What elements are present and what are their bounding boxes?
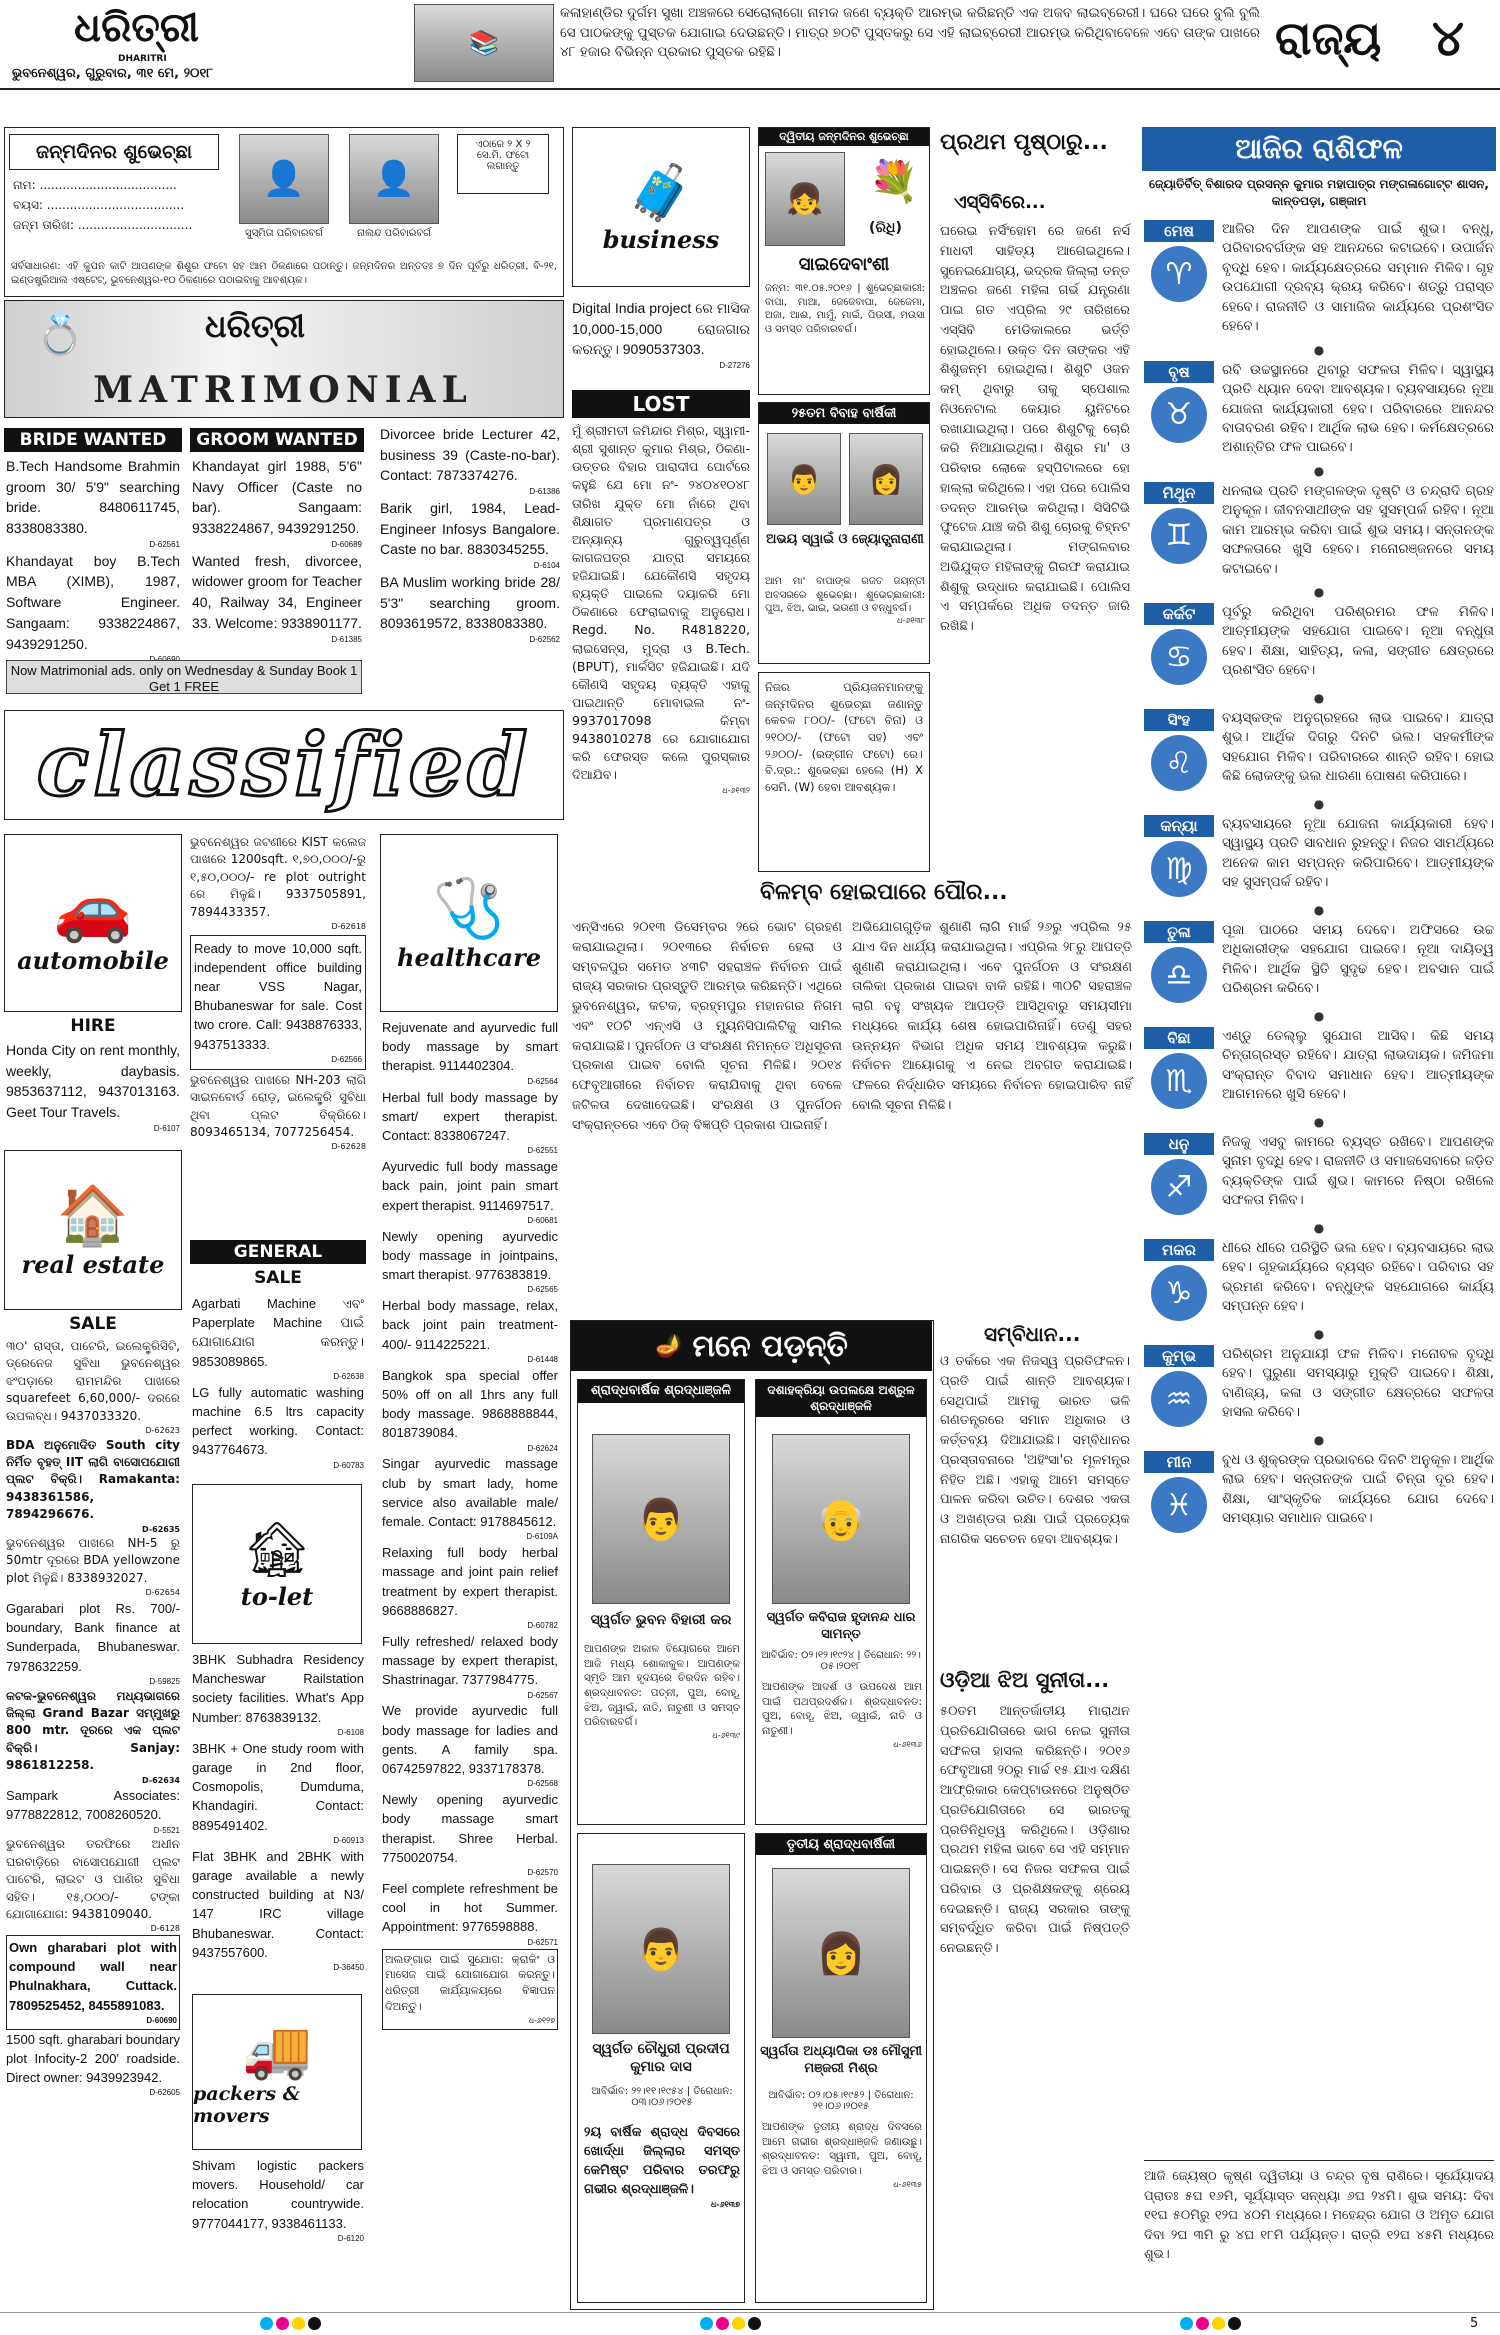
re-sale-heading: SALE [69, 1314, 117, 1334]
separator-dot: ● [1313, 691, 1325, 705]
front-ref-subheading: ଏସ୍‌ସିବିରେ... [954, 192, 1046, 213]
footer-page-number: 5 [1470, 2316, 1479, 2331]
zodiac-gemini [1144, 482, 1494, 579]
pisces-icon: ♓ [1151, 1477, 1207, 1533]
obituary-3-text: ୨ୟ ବାର୍ଷିକ ଶ୍ରାଦ୍ଧ ଦିବସରେ ଖୋର୍ଦ୍ଧା ଜିଲ୍ଲାର ସମସ୍ତ କେମିଷ୍ଟ ପରିବାର ତରଫରୁ ଗଭୀର ଶ୍ରଦ୍ଧାଞ୍ଜଳି। ଧ-୬୧୩୭ [584, 2125, 740, 2210]
matrimonial-footer: Now Matrimonial ads. only on Wednesday & Sunday Book 1 Get 1 FREE [6, 660, 362, 694]
zodiac-taurus [1144, 361, 1494, 458]
property-ad: ଭୁବନେଶ୍ୱର ଜଟଣୀରେ KIST କଲେଜ ପାଖରେ 1200sqft. ୧,୭୦,୦୦୦/-ରୁ ୧,୫୦,୦୦୦/- re plot outright ରେ ମିଳୁଛି। 9337505891, 7894433357. D-62618 [190, 835, 366, 931]
person-icon: 👤 [262, 159, 306, 199]
separator-dot: ● [1313, 342, 1325, 357]
zodiac-name: ସିଂହ [1144, 709, 1214, 731]
healthcare-ad: Newly opening ayurvedic body massage smart therapist. Shree Herbal. 7750020754. D-62570 [382, 1792, 558, 1878]
healthcare-ad: Fully refreshed/ relaxed body massage by expert therapist, Shastrinagar. 7377984775. D-62567 [382, 1633, 558, 1700]
obituary-1-photo [592, 1434, 730, 1604]
front-ref-story: ଘରେଇ ନର୍ସିଂହୋମ ରେ ଜଣେ ନର୍ସ ମାଧବୀ ସାହିତ୍ୟ ଆଗେଇଥିଲେ। ସୁନେଇଯୋଗ୍ୟ, ଭଦ୍ରକ ଜିଲ୍ଲା ତନ୍ତ ଅଞ୍ଚଳର ଜଣେ ମହିଳା ଗର୍ଭ ଯନ୍ତ୍ରଣା ପାଇ ଗତ ଏପ୍ରିଲ ୨୯ ତାରିଖରେ ଏସ୍‌ସିବି ମେଡିକାଲରେ ଭର୍ତ୍ତି ହୋଇଥିଲେ। ଉକ୍ତ ଦିନ ତାଙ୍କର ଏହି ଶିଶୁଜନ୍ମ ହୋଇଥିଲା। ଶିଶୁଟି ଓଜନ କମ୍‌ ଥିବାରୁ ତାକୁ ସ୍ପେଶାଲ ନିଓନେଟାଲ କେୟାର ୟୁନିଟରେ ରଖାଯାଇଥିଲା। ପରେ ଶିଶୁଟିକୁ ଚୋରି କରି ନିଆଯାଇଥିଲା। ଶିଶୁର ମା' ଓ ପରିବାର ଲୋକେ ହସ୍ପିଟାଲରେ ହୋ ହାଲ୍ଲା କରିଥିଲେ। ଏହା ପରେ ପୋଲିସ ତଦନ୍ତ ଆରମ୍ଭ କରିଥିଲା। ସିସିଟିଭି ଫୁଟେଜ ଯାଞ୍ଚ କରି ଶିଶୁ ଚୋରକୁ ଚିହ୍ନଟ କରାଯାଇଥିଲା। ମଙ୍ଗଳବାର ଅଭିଯୁକ୍ତ ମହିଳାଙ୍କୁ ଗିରଫ କରାଯାଇ ଶିଶୁକୁ ଉଦ୍ଧାର କରାଯାଇଛି। ପୋଲିସ ଏ ସମ୍ପର୍କରେ ଅଧିକ ତଦନ୍ତ ଜାରି ରଖିଛି। [940, 224, 1130, 634]
poura-story-col2: ଅଭିଯୋଗଗୁଡ଼ିକ ଶୁଣାଣି ଲାଗି ମାର୍ଚ୍ଚ ୨୬ରୁ ଏପ୍ରିଲ ୨୫ ଯାଏ ଦିନ ଧାର୍ଯ୍ୟ କରାଯାଇଥିଲା। ଏପ୍ରିଲ ୨୮ରୁ ଆପତ୍ତି ଶୁଣାଣି କରାଯାଇଥିଲା। ଏବେ ପୁନର୍ଗଠନ ଓ ସଂରକ୍ଷଣ ତାଲିକା ପ୍ରକାଶ ପାଇବା ବାକି ରହିଛି। ୩୦ଟି ସହରାଞ୍ଚଳ ଲାଗି ବହୁ ସଂଖ୍ୟକ ଆପତ୍ତି ଆସିଥିବାରୁ ସମୟସୀମା ମଧ୍ୟରେ କାର୍ଯ୍ୟ ଶେଷ ହୋଇପାରିନାହିଁ। ତେଣୁ ସହର ଉନ୍ନୟନ ବିଭାଗ ଅଧିକ ସମୟ ଆବଶ୍ୟକ କରୁଛି। ନିର୍ବାଚନ ଆୟୋଗକୁ ଏ ନେଇ ଅବଗତ କରାଯାଇଛି। ଫଳରେ ନିର୍ଦ୍ଧାରିତ ସମୟରେ ନିର୍ବାଚନ ହୋଇପାରିବ ନାହିଁ ବୋଲି ସୂଚନା ମିଳିଛି। [852, 920, 1132, 1113]
separator-dot: ● [1313, 585, 1325, 599]
gemini-icon: ♊ [1151, 508, 1207, 564]
obituary-2-dates: ଆବିର୍ଭାବ: ୦୨।୧୨।୧୯୨୪ | ତିରୋଧାନ: ୨୨।୦୫।୨୦୧୮ [761, 1650, 921, 1672]
zodiac-name: କନ୍ୟା [1144, 815, 1214, 837]
matrimonial-ad: BA Muslim working bride 28/ 5'3" searching groom. 8093619572, 8338083380. D-62562 [380, 573, 560, 645]
wish-rates-text: ନିଜର ପ୍ରିୟଜନମାନଙ୍କୁ ଜନ୍ମଦିନର ଶୁଭେଚ୍ଛା ଜଣାନ୍ତୁ କେବଳ ୮୦୦/- (ଫଟୋ ବିନା) ଓ ୨୧୦୦/- (ଫଟୋ ସହ) ଏବଂ ୨୬୦୦/- (ରଙ୍ଗୀନ ଫଟୋ) ରେ। ବି.ଦ୍ର.: ଶୁଭେଚ୍ଛା ହେଲେ (H) X ସେମି. (W) ହେବା ଆବଶ୍ୟକ। [765, 680, 923, 795]
zodiac-name: ମୀନ [1144, 1451, 1214, 1473]
separator-dot: ● [1313, 903, 1325, 917]
to-let-ad: Flat 3BHK and 2BHK with garage available a newly constructed building at N3/ 147 IRC village Bhubaneswar. Contact: 9437557600. D-36450 [192, 1848, 364, 1973]
mane-padanti-title: ମନେ ପଡ଼ନ୍ତି [692, 1328, 848, 1364]
rashifal-list [1144, 220, 1494, 2150]
top-story-text: କଳାହାଣ୍ଡିର ଦୁର୍ଗମ ସୁଖା ଅଞ୍ଚଳରେ ସେରୋଲାଗୋ ନାମକ ଜଣେ ବ୍ୟକ୍ତି ଆରମ୍ଭ କରିଛନ୍ତି ଏକ ଅଜବ ଲାଇବ୍ରେରୀ। ଘରେ ଘରେ ବୁଲି ବୁଲି ସେ ପାଠକଙ୍କୁ ପୁସ୍ତକ ଯୋଗାଇ ଦେଉଛନ୍ତି। ମାତ୍ର ୭୦ଟି ପୁସ୍ତକରୁ ସେ ଏହି ଲାଇବ୍ରେରୀ ଆରମ୍ଭ କରିଥିବାବେଳେ ଏବେ ତାଙ୍କ ପାଖରେ ୪୮ ହଜାର ବିଭିନ୍ନ ପ୍ରକାର ପୁସ୍ତକ ରହିଛି। [560, 5, 1260, 61]
truck-icon: 🚚 [242, 2018, 312, 2083]
zodiac-text: ରବି ଉଚ୍ଚସ୍ଥାନରେ ଥିବାରୁ ସଫଳତା ମିଳିବ। ସ୍ୱାସ୍ଥ୍ୟ ପ୍ରତି ଧ୍ୟାନ ଦେବା ଆବଶ୍ୟକ। ବ୍ୟବସାୟରେ ନୂଆ ଯୋଜନା କାର୍ଯ୍ୟକାରୀ ହେବ। ପରିବାରରେ ଆନନ୍ଦର ବାତାବରଣ ରହିବ। ଆର୍ଥିକ ଲାଭ ହେବ। କର୍ମକ୍ଷେତ୍ରରେ ଅଶାନ୍ତିର ଫଳ ପାଇବେ। [1222, 361, 1494, 456]
classified-title: classified [36, 714, 532, 816]
general-sale-heading: SALE [254, 1268, 302, 1288]
healthcare-ad: Herbal full body massage by smart/ expert therapist. Contact: 8338067247. D-62551 [382, 1089, 558, 1156]
general-heading: GENERAL [190, 1240, 366, 1264]
zodiac-text: ବ୍ୟବସାୟରେ ନୂଆ ଯୋଜନା କାର୍ଯ୍ୟକାରୀ ହେବ। ସ୍ୱାସ୍ଥ୍ୟ ପ୍ରତି ସାବଧାନ ରୁହନ୍ତୁ। ନିଜର ସାମର୍ଥ୍ୟରେ ଅନେକ କାମ ସମ୍ପନ୍ନ କରିପାରିବେ। ଆତ୍ମୀୟଙ୍କ ସହ ସୁସମ୍ପର୍କ ରହିବ। [1222, 816, 1494, 891]
masthead-logo: ଧରିତ୍ରୀ [74, 4, 199, 51]
property-ad: ଭୁବନେଶ୍ୱର ପାଖରେ NH-203 ଲାଗି ସାଇନବୋର୍ଡ ରୋଡ଼, ଇଲେକ୍ଟ୍ରି ସୁବିଧା ଥିବା ପ୍ଲଟ ବିକ୍ରିରେ। 8093465134, 7077256454. D-62628 [190, 1072, 366, 1152]
obituary-3-dates: ଆବିର୍ଭାବ: ୨୨।୧୧।୧୯୫୪ | ତିରୋଧାନ: ୦୩।୦୬।୨୦୧୫ [591, 2086, 733, 2108]
separator-dot: ● [1313, 1009, 1325, 1023]
zodiac-name: ତୁଳା [1144, 921, 1214, 943]
general-ad: LG fully automatic washing machine 6.5 ltrs capacity perfect working. Contact: 9437764673. D-60783 [192, 1384, 364, 1470]
sunita-headline: ଓଡ଼ିଆ ଝିଅ ସୁନୀତା... [940, 1668, 1110, 1692]
real-estate-ad: Ggarabari plot Rs. 700/-boundary, Bank finance at Sunderpada, Bhubaneswar. 7978632259. D-59825 [6, 1600, 180, 1686]
anniversary-wish [758, 402, 930, 664]
separator-dot: ● [1313, 1115, 1325, 1129]
obituary-1-text: ଆପଣଙ୍କ ଅକାଳ ବିୟୋଗରେ ଆମେ ଆଜି ମଧ୍ୟ ଶୋକାକୁଳ। ଆପଣଙ୍କ ସ୍ମୃତି ଆମ ହୃଦୟରେ ଚିରଦିନ ରହିବ। ଶ୍ରଦ୍ଧାବନତ: ପତ୍ନୀ, ପୁଅ, ବୋହୂ, ଝିଅ, ଜ୍ୱାଇଁ, ନାତି, ନାତୁଣୀ ଓ ସମସ୍ତ ପରିବାରବର୍ଗ। ଧ-୬୧୩୯ [584, 1643, 740, 1741]
property-ad: Ready to move 10,000 sqft. independent office building near VSS Nagar, Bhubaneswar for sale. Cost two crore. Call: 9438876333, 9437513333. D-62566 [190, 935, 366, 1070]
zodiac-text: ଧନଲାଭ ପ୍ରତି ମଙ୍ଗଳଙ୍କ ଦୃଷ୍ଟି ଓ ଚନ୍ଦ୍ରାଦି ଗ୍ରହ ଅନୁକୂଳ। ଜୀବନସାଥୀଙ୍କ ସହ ସୁସମ୍ପର୍କ ରହିବ। ନୂଆ କାମ ଆରମ୍ଭ କରିବା ପାଇଁ ଶୁଭ ସମୟ। ସନ୍ତାନଙ୍କ ସଫଳତାରେ ଖୁସି ହେବେ। ମନୋରଞ୍ଜନରେ ସମୟ କଟାଇବେ। [1222, 482, 1494, 577]
to-let-label: to-let [240, 1581, 314, 1611]
zodiac-name: ମକର [1144, 1239, 1214, 1261]
masthead-logo-sub: DHARITRI [118, 54, 167, 64]
zodiac-aries [1144, 220, 1494, 337]
matrimonial-title: MATRIMONIAL [93, 369, 473, 411]
taurus-icon: ♉ [1151, 387, 1207, 443]
real-estate-label: real estate [21, 1250, 165, 1279]
healthcare-ad: Newly opening ayurvedic body massage in jointpains, smart therapist. 9776383819. D-62565 [382, 1228, 558, 1295]
rashifal-byline: ଜ୍ୟୋତିର୍ବିତ୍‌ ବିଶାରଦ ପ୍ରସନ୍ନ କୁମାର ମହାପାତ୍ର ମଙ୍ଗଳାଗୋଟ୍ଟ ଶାସନ, କାନ୍ତପଡ଼ା, ଗଞ୍ଜାମ [1149, 177, 1489, 208]
to-let-ad: 3BHK Subhadra Residency Mancheswar Railstation society facilities. What's App Number: 8763839132. D-6108 [192, 1652, 364, 1737]
zodiac-name: କର୍କଟ [1144, 603, 1214, 625]
hire-ad: Honda City on rent monthly, weekly, daybasis. 9853637112, 9437013163. Geet Tour Travels. D-6107 [6, 1042, 180, 1133]
lost-heading: LOST [572, 390, 750, 418]
matrimonial-ad: Barik girl, 1984, Lead-Engineer Infosys Bangalore. Caste no bar. 8830345255. D-6104 [380, 499, 560, 571]
books-icon: 📚 [469, 29, 499, 57]
middle-ads-1 [190, 834, 366, 1229]
groom-wanted-heading: GROOM WANTED [190, 428, 364, 452]
healthcare-ad: Bangkok spa special offer 50% off on all 1hrs any full body massage. 9868888844, 8018739084. D-62624 [382, 1367, 558, 1453]
groom-ad: Wanted fresh, divorcee, widower groom for Teacher 40, Railway 34, Engineer 33. Welcome: 9338901177. D-61385 [192, 552, 362, 644]
healthcare-ad: We provide ayurvedic full body massage for ladies and gents. A family spa. 06742597822, 9337178378. D-62568 [382, 1703, 558, 1789]
print-strip [0, 2312, 1500, 2335]
mane-padanti-banner [571, 1321, 932, 1371]
separator-dot: ● [1313, 1327, 1325, 1341]
zodiac-text: ନିଜକୁ ଏସବୁ କାମରେ ବ୍ୟସ୍ତ ରଖିବେ। ଆପଣଙ୍କ ସୁନାମ ବୃଦ୍ଧି ହେବ। ରାଜନୀତି ଓ ସମାଜସେବାରେ ଜଡ଼ିତ ବ୍ୟକ୍ତିଙ୍କ ପାଇଁ ଶୁଭ। କାମରେ ନିଷ୍ଠା ରଖିଲେ ସଫଳତା ମିଳିବ। [1222, 1134, 1494, 1209]
healthcare-ad: Feel complete refreshment be cool in hot Summer. Appointment: 9776598888. D-62571 [382, 1881, 558, 1947]
name-field[interactable]: ନାମ: .................................... [13, 178, 177, 192]
obituary-2-photo [772, 1434, 910, 1604]
person-icon: 👩 [816, 1930, 866, 1977]
real-estate-ad: ୩୦' ରାସ୍ତା, ପାଟେରି, ଇଲେକ୍ଟ୍ରିସିଟି, ଡ୍ରେନେଜ ସୁବିଧା ଭୁବନେଶ୍ୱର ଝଂପଡ଼ାରେ ରାମମନ୍ଦିର ପାଖରେ squarefeet 6,60,000/- ଦରରେ ଉପଲବ୍ଧ। 9437033320. D-62623 [6, 1339, 180, 1435]
husband-photo [767, 433, 841, 525]
zodiac-leo [1144, 709, 1494, 791]
healthcare-ad: Ayurvedic full body massage back pain, joint pain smart expert therapist. 9114697517. D-60681 [382, 1159, 558, 1225]
automobile-box [4, 834, 182, 1012]
child-caption-1: ସୁସ୍ମିତା ପରିବାରବର୍ଗ [245, 228, 323, 239]
child-caption-2: ନାଲନ୍ଦ ପରିବାରବର୍ଗ [357, 228, 431, 239]
person-icon: 👤 [372, 159, 416, 199]
rashifal-header: ଆଜିର ରାଶିଫଳ [1142, 127, 1496, 171]
separator-dot: ● [1313, 1221, 1325, 1235]
healthcare-ad: Relaxing full body herbal massage and joint pain relief treatment by expert therapist. 9668886827. D-60782 [382, 1545, 558, 1631]
business-box [572, 127, 750, 287]
wish-rates-box [758, 672, 930, 872]
obituary-3 [577, 1833, 745, 2303]
lost-notice: ମୁଁ ଶ୍ରୀମତୀ ଜମିନ୍ଦାର ମିଶ୍ର, ସ୍ୱାମୀ- ଶ୍ରୀ ସୁଶାନ୍ତ କୁମାର ମିଶ୍ର, ଠିକଣା- ଉତ୍ତର ବିହାର ପାରାଦୀପ ପୋର୍ଟରେ କହୁଛି ଯେ ମୋ ନଂ- ୨୪୦୪୧୦୪୮ ତାରିଖ ଯୁକ୍ତ ମୋ ନାଁରେ ଥିବା ଶିକ୍ଷାଗତ ପ୍ରମାଣପତ୍ର ଓ ଅନ୍ୟାନ୍ୟ ଗୁରୁତ୍ୱପୂର୍ଣ୍ଣ କାଗଜପତ୍ର ଯାତ୍ରା ସମୟରେ ହଜିଯାଇଛି। ଯେକୌଣସି ସହୃଦୟ ବ୍ୟକ୍ତି ପାଇଲେ ଦୟାକରି ମୋ ଠିକଣାରେ ଫେରାଇବାକୁ ଅନୁରୋଧ। Regd. No. R4818220, ଲାଇସେନ୍ସ, ମୁଦ୍ରା ଓ B.Tech.(BPUT), ମାର୍କସିଟ ହଜିଯାଇଛି। ଯଦି କୌଣସି ସହୃଦୟ ବ୍ୟକ୍ତି ଏହାକୁ ପାଇଥାନ୍ତି ମୋବାଇଲ ନଂ- 9937017098 କିମ୍ବା 9438010278 ରେ ଯୋଗାଯୋଗ କରି ଫେରସ୍ତ କଲେ ପୁରସ୍କାର ଦିଆଯିବ। ଧ-୬୧୩୨ [572, 423, 750, 795]
masthead [0, 0, 1500, 90]
poura-headline: ବିଳମ୍ବ ହୋଇପାରେ ପୌର... [760, 880, 1008, 905]
real-estate-box [4, 1150, 182, 1310]
healthcare-ads [382, 1018, 558, 2308]
zodiac-sagittarius [1144, 1133, 1494, 1215]
zodiac-text: ପରିଶ୍ରମ ଅନୁଯାୟୀ ଫଳ ମିଳିବ। ମନୋବଳ ବୃଦ୍ଧି ହେବ। ପୁରୁଣା ସମସ୍ୟାରୁ ମୁକ୍ତି ପାଇବେ। ଶିକ୍ଷା, ବାଣିଜ୍ୟ, କଳା ଓ ସଙ୍ଗୀତ କ୍ଷେତ୍ରରେ ସଫଳତା ହାସଲ କରିବେ। [1222, 1346, 1494, 1421]
zodiac-name: ମେଷ [1144, 220, 1214, 242]
packers-box [192, 1994, 362, 2150]
matrimonial-banner [4, 300, 564, 418]
obituary-3-photo [592, 1864, 730, 2034]
birthday-form-footer: ସର୍ବସାଧାରଣ: ଏହି କୁପନ କାଟି ଆପଣଙ୍କ ଶିଶୁର ଫଟୋ ସହ ଆମ ଠିକଣାରେ ପଠାନ୍ତୁ। ଜନ୍ମଦିନର ଅନ୍ତତଃ ୭ ଦିନ ପୂର୍ବରୁ ଧରିତ୍ରୀ, ବି-୨୧, ଇଣ୍ଡଷ୍ଟ୍ରିଆଲ ଏଷ୍ଟେଟ୍, ଭୁବନେଶ୍ୱର-୧୦ ଠିକଣାରେ ପଠାଇବାକୁ ଆବଶ୍ୟକ। [11, 261, 557, 286]
person-icon: 👴 [816, 1496, 866, 1543]
poura-story-col1: ଏନ୍‌ସିଏରେ ୨୦୧୩ ଡିସେମ୍ବର ୨ରେ ଭୋଟ ଗ୍ରହଣ କରାଯାଇଥିଲା। ୨୦୧୩ରେ ନିର୍ବାଚନ ହେଲା ଓ ସମ୍ବଳପୁର ସମେତ ୪୩ଟି ସହରାଞ୍ଚଳ ନିର୍ବାଚନ ପାଇଁ ରାଜ୍ୟ ସରକାର ପ୍ରସ୍ତୁତି ଆରମ୍ଭ କରିଛନ୍ତି। ଏଥିରେ ଭୁବନେଶ୍ୱର, କଟକ, ବ୍ରହ୍ମପୁର ମହାନଗର ନିଗମ ଏବଂ ୧୦ଟି ଏନ୍‌ଏସି ଓ ମ୍ୟୁନିସିପାଲିଟିକୁ ସାମିଲ କରାଯାଇଛି। ପୁନର୍ଗଠନ ଓ ସଂରକ୍ଷଣ ନିମନ୍ତେ ଅଧିସୂଚନା ପ୍ରକାଶ ପାଇବ ବୋଲି ସୂଚନା ମିଳିଛି। ୨୦୧୪ ଫେବୃଆରୀରେ ନିର୍ବାଚନ କରାଯିବାକୁ ଥିବା ବେଳେ ଜଟିଳତା ଦେଖାଦେଇଛି। ସଂରକ୍ଷଣ ଓ ପୁନର୍ଗଠନ ସଂକ୍ରାନ୍ତରେ ଏବେ ଠିକ୍‌ ବିଜ୍ଞପ୍ତି ପ୍ରକାଶ ପାଇନାହିଁ। [572, 920, 842, 1133]
birthday-form [4, 127, 564, 297]
real-estate-ad: Own gharabari plot with compound wall near Phulnakhara, Cuttack. 7809525452, 8455891083. D-60690 [6, 1935, 180, 2030]
aries-icon: ♈ [1151, 246, 1207, 302]
to-let-ad: 3BHK + One study room with garage in 2nd floor, Cosmopolis, Dumduma, Khandagiri. Contact: 8895491402. D-60913 [192, 1740, 364, 1845]
rings-icon: 💍 [35, 312, 85, 358]
virgo-icon: ♍ [1151, 841, 1207, 897]
zodiac-name: କୁମ୍ଭ [1144, 1345, 1214, 1367]
house-icon: 🏠 [56, 1181, 130, 1249]
zodiac-name: ମିଥୁନ [1144, 482, 1214, 504]
obituary-1-name: ସ୍ୱର୍ଗତ ଭୁବନ ବିହାରୀ କର [590, 1612, 732, 1628]
separator-dot: ● [1313, 1433, 1325, 1447]
packers-ad: Shivam logistic packers movers. Household/ car relocation countrywide. 9777044177, 9338461133. D-6120 [192, 2158, 364, 2243]
zodiac-capricorn [1144, 1239, 1494, 1321]
zodiac-text: ପୂର୍ବରୁ କରିଥିବା ପରିଶ୍ରମର ଫଳ ମିଳିବ। ଆତ୍ମୀୟଙ୍କ ସହଯୋଗ ପାଇବେ। ନୂଆ ବନ୍ଧୁତା ହେବ। ଶିକ୍ଷା, ସାହିତ୍ୟ, କଳା, ସଙ୍ଗୀତ କ୍ଷେତ୍ରରେ ପ୍ରଶଂସିତ ହେବେ। [1222, 604, 1494, 679]
zodiac-text: ପୂଜା ପାଠରେ ସମୟ ଦେବେ। ଅଫିସରେ ଉଚ୍ଚ ଅଧିକାରୀଙ୍କ ସହଯୋଗ ପାଇବେ। ନୂଆ ଦାୟିତ୍ୱ ମିଳିବ। ଆର୍ଥିକ ସ୍ଥିତି ସୁଦୃଢ ହେବ। ଅବସାନ ପାଇଁ ପରିଶ୍ରମ କରିବେ। [1222, 922, 1494, 997]
general-ads [192, 1294, 364, 1474]
zodiac-name: ଧନୁ [1144, 1133, 1214, 1155]
business-label: business [602, 224, 720, 254]
obituary-1-heading: ଶ୍ରାଦ୍ଧବାର୍ଷିକ ଶ୍ରଦ୍ଧାଞ୍ଜଳି [578, 1380, 744, 1403]
mane-padanti-section [570, 1320, 934, 2310]
lamp-icon: 🪔 [655, 1333, 683, 1359]
child-photo-1 [239, 134, 329, 224]
separator-dot: ● [1313, 797, 1325, 811]
top-story-photo [414, 4, 554, 82]
stethoscope-icon: 🩺 [432, 874, 506, 942]
healthcare-ad: Rejuvenate and ayurvedic full body massage by smart therapist. 9114402304. D-62564 [382, 1020, 558, 1086]
obituary-2-heading: ଦଶାହକ୍ରିୟା ଉପଲକ୍ଷେ ଅଶ୍ରୁଳ ଶ୍ରଦ୍ଧାଞ୍ଜଳି [756, 1380, 926, 1417]
scorpio-icon: ♏ [1151, 1053, 1207, 1109]
person-icon: 👩 [868, 462, 904, 496]
obituary-2-text: ଆପଣଙ୍କ ଆଦର୍ଶ ଓ ଉପଦେଶ ଆମ ପାଇଁ ପଥପ୍ରଦର୍ଶକ। ଶ୍ରଦ୍ଧାବନତ: ପୁଅ, ବୋହୂ, ଝିଅ, ଜ୍ୱାଇଁ, ନାତି ଓ ନାତୁଣୀ। ଧ-୬୧୩୬ [762, 1681, 922, 1749]
obituary-3-name: ସ୍ୱର୍ଗତ ଚୌଧୁରୀ ପ୍ରଦୀପ କୁମାର ଦାସ [592, 2041, 730, 2076]
zodiac-scorpio [1144, 1027, 1494, 1109]
page-number: ୪ [1432, 9, 1465, 67]
zodiac-name: ବୃଷ [1144, 361, 1214, 383]
business-people-icon: 🧳 [627, 160, 695, 224]
hire-heading: HIRE [70, 1016, 116, 1036]
healthcare-ad: ଅଲଙ୍ଗାର ପାଇଁ ସୁଯୋଗ: କ୍ରାକିଂ ଓ ମାସେଜ ପାଇଁ ଯୋଗାଯୋଗ କରନ୍ତୁ। ଧରିତ୍ରୀ କାର୍ଯ୍ୟାଳୟରେ ବିଜ୍ଞାପନ ଦିଅନ୍ତୁ। ଧ-୬୧୨୭ [382, 1949, 558, 2030]
real-estate-ads [6, 1338, 180, 2298]
general-ad: Agarbati Machine ଏବଂ Paperplate Machine ପାଇଁ ଯୋଗାଯୋଗ କରନ୍ତୁ। 9853089865. D-62638 [192, 1296, 364, 1381]
sagittarius-icon: ♐ [1151, 1159, 1207, 1215]
anniversary-heading: ୨୫ତମ ବିବାହ ବାର୍ଷିକୀ [759, 403, 929, 424]
obituary-4-text: ଆପଣଙ୍କ ତୃତୀୟ ଶ୍ରାଦ୍ଧ ଦିବସରେ ଆମେ ଗଭୀର ଶ୍ରଦ୍ଧାଞ୍ଜଳି ଜଣାଉଛୁ। ଶ୍ରଦ୍ଧାବନତ: ସ୍ୱାମୀ, ପୁଅ, ବୋହୂ, ଝିଅ ଓ ସମସ୍ତ ପରିବାର। ଧ-୬୧୩୫ [762, 2121, 922, 2189]
rashifal-footer: ଆଜି ଜ୍ୟେଷ୍ଠ କୃଷ୍ଣ ଦ୍ୱିତୀୟା ଓ ଚନ୍ଦ୍ର ବୃଷ ରାଶିରେ। ସୂର୍ଯ୍ୟୋଦୟ ପ୍ରାତଃ ୫ଘ ୧୬ମି, ସୂର୍ଯ୍ୟାସ୍ତ ସନ୍ଧ୍ୟା ୬ଘ ୨୪ମି। ଶୁଭ ସମୟ: ଦିବା ୧୧ଘ ୫୦ମିରୁ ୧୨ଘ ୪୦ମି ମଧ୍ୟରେ। ମହେନ୍ଦ୍ର ଯୋଗ ଓ ଅମୃତ ଯୋଗ ଦିବା ୨ଘ ୩ମି ରୁ ୪ଘ ୧୮ମି ପର୍ଯ୍ୟନ୍ତ। ରାତ୍ରି ୧୨ଘ ୪୫ମି ମଧ୍ୟରେ ଶୁଭ। [1144, 2160, 1494, 2310]
cancer-icon: ♋ [1151, 629, 1207, 685]
car-icon: 🚗 [53, 872, 133, 946]
front-ref-heading: ପ୍ରଥମ ପୃଷ୍ଠାରୁ... [940, 130, 1108, 155]
real-estate-ad: 1500 sqft. gharabari boundary plot Infocity-2 200' roadside. Direct owner: 9439923942. D-62605 [6, 2031, 180, 2098]
bride-ad: Khandayat boy B.Tech MBA (XIMB), 1987, Software Engineer. Sangaam: 9338224867, 9439291250. [6, 552, 180, 652]
leo-icon: ♌ [1151, 735, 1207, 791]
samvidhan-story: ଓ ତର୍କରେ ଏକ ନିଜସ୍ୱ ପ୍ରତିଫଳନ। ପ୍ରତି ପାଇଁ ଶାନ୍ତି ଆବଶ୍ୟକ। ସେଥିପାଇଁ ଆମକୁ ଭାରତ ଭଳି ଗଣତନ୍ତ୍ରରେ ସମାନ ଅଧିକାର ଓ କର୍ତ୍ତବ୍ୟ ଦିଆଯାଇଛି। ସମ୍ବିଧାନର ପ୍ରସ୍ତାବନାରେ 'ଅହିଂସା'ର ମୂଳମନ୍ତ୍ର ନିହିତ ଅଛି। ଏହାକୁ ଆମେ ସମସ୍ତେ ପାଳନ କରିବା ଉଚିତ। ଦେଶର ଏକତା ଓ ଅଖଣ୍ଡତା ରକ୍ଷା ପାଇଁ ପ୍ରତ୍ୟେକ ନାଗରିକ ସଚେତନ ହେବା ଆବଶ୍ୟକ। [940, 1354, 1130, 1547]
wife-photo [849, 433, 923, 525]
zodiac-libra [1144, 921, 1494, 1003]
matrimonial-logo: ଧରିତ୍ରୀ [205, 307, 305, 345]
second-birthday-wish [758, 127, 930, 395]
groom-ad: Khandayat girl 1988, 5'6" Navy Officer (Caste no bar). Sangaam: 9338224867, 9439291250. D-60689 [192, 458, 362, 549]
child-photo-2 [349, 134, 439, 224]
cmyk-marks-3 [1180, 2317, 1244, 2334]
zodiac-pisces [1144, 1451, 1494, 1533]
healthcare-label: healthcare [397, 943, 541, 972]
real-estate-ad: କଟକ-ଭୁବନେଶ୍ୱର ମଧ୍ୟଭାଗରେ ଜିଲ୍ଲା Grand Bazar ସମ୍ମୁଖରୁ 800 mtr. ଦୂରରେ ଏକ ପ୍ଲଟ ବିକ୍ରି। Sanjay: 9861812258. D-62634 [6, 1688, 180, 1785]
obituary-4-dates: ଆବିର୍ଭାବ: ୦୨।୦୫।୧୯୫୨ | ତିରୋଧାନ: ୨୧।୦୬।୨୦୧୫ [768, 2090, 914, 2112]
dob-field[interactable]: ଜନ୍ମ ତାରିଖ: .............................. [13, 218, 193, 232]
child-nickname: (ରିଧି) [869, 220, 902, 236]
real-estate-ad: Sampark Associates: 9778822812, 7008260520. D-5521 [6, 1788, 180, 1835]
child-name: ସାଇଦେବାଂଶୀ [798, 254, 890, 275]
matrimonial-ad: Divorcee bride Lecturer 42, business 39 (Caste-no-bar). Contact: 7873374276. D-61386 [380, 426, 560, 497]
obituary-2-name: ସ୍ୱର୍ଗତ କବିରାଜ ହୃଦାନନ୍ଦ ଧାର ସାମନ୍ତ [766, 1610, 916, 1642]
obituary-4-name: ସ୍ୱର୍ଗତା ଅଧ୍ୟାପିକା ଡଃ ମୌସୁମୀ ମଞ୍ଜରୀ ମିଶ୍ର [760, 2044, 922, 2076]
real-estate-ad: ଭୁବନେଶ୍ୱର ତରଫିରେ ଅଧୀନ ଘରବାଡ଼ିରେ ବାସୋପଯୋଗୀ ପ୍ଲଟ ପାଟେରି, ଲାଇଟ ଓ ପାଣିର ସୁବିଧା ସହିତ। ୧୫,୦୦୦/- ଟଙ୍କା ଯୋଗାଯୋଗ: 9438109040. D-6128 [6, 1837, 180, 1934]
photo-size-note: ଏଠାରେ ୨ X ୨ ସେ.ମି. ଫଟୋ ଲଗାନ୍ତୁ [457, 134, 549, 194]
to-let-box [192, 1484, 362, 1644]
libra-icon: ♎ [1151, 947, 1207, 1003]
second-birthday-heading: ଦ୍ୱିତୀୟ ଜନ୍ମଦିନର ଶୁଭେଚ୍ଛା [759, 128, 929, 146]
aquarius-icon: ♒ [1151, 1371, 1207, 1427]
zodiac-text: ବୁଧ ଓ ଶୁକ୍ରଙ୍କ ପ୍ରଭାବରେ ଦିନଟି ଅନୁକୂଳ। ଆର୍ଥିକ ଲାଭ ହେବ। ସନ୍ତାନଙ୍କ ପାଇଁ ଚିନ୍ତା ଦୂର ହେବ। ଶିକ୍ଷା, ସାଂସ୍କୃତିକ କାର୍ଯ୍ୟରେ ଯୋଗ ଦେବେ। ସମସ୍ୟାର ସମାଧାନ ପାଇବେ। [1222, 1452, 1494, 1527]
business-ad: Digital India project ରେ ମାସିକ 10,000-15,000 ରୋଜଗାର କରନ୍ତୁ। 9090537303. D-27276 [572, 300, 750, 371]
couple-names: ଅଭୟ ସ୍ୱାଇଁ ଓ ଜ୍ୟୋତ୍ସ୍ନାରାଣୀ [766, 532, 924, 547]
samvidhan-headline: ସମ୍ବିଧାନ... [984, 1322, 1081, 1346]
sunita-story: ୫୦ତମ ଆନ୍ତର୍ଜାତୀୟ ମାରାଥନ ପ୍ରତିଯୋଗିତାରେ ଭାଗ ନେଇ ସୁନୀତା ସଫଳତା ହାସଲ କରିଛନ୍ତି। ୨୦୧୬ ଫେବୃଆରୀ ୨୦ରୁ ମାର୍ଚ୍ଚ ୧୫ ଯାଏ ଦକ୍ଷିଣ ଆଫ୍ରିକାର କେପ୍‌ଟାଉନରେ ଅନୁଷ୍ଠିତ ପ୍ରତିଯୋଗିତାରେ ସେ ଭାରତକୁ ପ୍ରତିନିଧିତ୍ୱ କରିଥିଲେ। ଓଡ଼ିଶାର ପ୍ରଥମ ମହିଳା ଭାବେ ସେ ଏହି ସମ୍ମାନ ପାଇଛନ୍ତି। ସେ ନିଜର ସଫଳତା ପାଇଁ ପରିବାର ଓ ପ୍ରଶିକ୍ଷକଙ୍କୁ ଶ୍ରେୟ ଦେଇଛନ୍ତି। ରାଜ୍ୟ ସରକାର ତାଙ୍କୁ ସମ୍ବର୍ଦ୍ଧିତ କରିବା ପାଇଁ ନିଷ୍ପତ୍ତି ନେଇଛନ୍ତି। [940, 1704, 1130, 1956]
anniversary-text: ଆମ ମା' ବାପାଙ୍କ ରଜତ ଜୟନ୍ତୀ ଅବସରରେ ଶୁଭେଚ୍ଛା। ଶୁଭେଚ୍ଛାକାରୀ: ପୁଅ, ଝିଅ, ଭାଇ, ଭଉଣୀ ଓ ବନ୍ଧୁବର୍ଗ। ଧ-୬୧୩୮ [765, 576, 925, 625]
person-icon: 👨 [786, 462, 822, 496]
to-let-ads [192, 1650, 364, 1980]
person-icon: 👨 [636, 1496, 686, 1543]
cmyk-marks-1 [260, 2317, 324, 2334]
person-icon: 👨 [636, 1926, 686, 1973]
bride-ads [6, 456, 180, 656]
healthcare-ad: Singar ayurvedic massage club by smart lady, home service also available male/ female. Contact: 9178845612. D-6109A [382, 1456, 558, 1542]
cmyk-marks-2 [700, 2317, 764, 2334]
obituary-2 [755, 1379, 927, 1825]
healthcare-box [380, 834, 558, 1012]
zodiac-text: ଧୀରେ ଧୀରେ ପରିସ୍ଥିତି ଭଲ ହେବ। ବ୍ୟବସାୟରେ ଲାଭ ହେବ। ଗୃହକାର୍ଯ୍ୟରେ ବ୍ୟସ୍ତ ରହିବେ। ପରିବାର ସହ ଭ୍ରମଣ କରିବେ। ବନ୍ଧୁଙ୍କ ସହଯୋଗରେ କାର୍ଯ୍ୟ ସମ୍ପନ୍ନ ହେବ। [1222, 1240, 1494, 1315]
zodiac-virgo [1144, 815, 1494, 897]
bride-wanted-heading: BRIDE WANTED [4, 428, 182, 452]
obituary-4 [755, 1833, 927, 2303]
zodiac-text: ଏଣ୍ଡୁ ତେଲ୍ଲୁ ସୁଯୋଗ ଆସିବ। କିଛି ସମୟ ଚିନ୍ତାଗ୍ରସ୍ତ ରହିବେ। ଯାତ୍ରା ଲାଭଦାୟକ। ଜମିଜମା ସଂକ୍ରାନ୍ତ ବିବାଦ ସମାଧାନ ହେବ। ଆତ୍ମୀୟଙ୍କ ଆଗମନରେ ଖୁସି ହେବେ। [1222, 1028, 1494, 1103]
zodiac-text: ବୟସ୍କଙ୍କ ଅନୁଗ୍ରହରେ ଲାଭ ପାଇବେ। ଯାତ୍ରା ଶୁଭ। ଆର୍ଥିକ ଦିଗରୁ ଦିନଟି ଭଲ। ସହକର୍ମୀଙ୍କ ସହଯୋଗ ମିଳିବ। ପରିବାରରେ ଶାନ୍ତି ରହିବ। ହୋଇ କିଛି ଲୋକଙ୍କୁ ଭଲ ଧାରଣା ପୋଷଣ କରିପାରେ। [1222, 710, 1494, 785]
second-birthday-text: ଜନ୍ମ: ୩୧.୦୫.୨୦୧୬ | ଶୁଭେଚ୍ଛାକାରୀ: ବାପା, ମାଆ, ଜେଜେବାପା, ଜେଜେମା, ଅଜା, ଆଈ, ମାମୁଁ, ମାଇଁ, ପିଉସୀ, ମଉସା ଓ ସମସ୍ତ ପରିବାରବର୍ଗ। [765, 283, 925, 335]
capricorn-icon: ♑ [1151, 1265, 1207, 1321]
groom-ads [192, 456, 362, 656]
to-let-sign-icon: 🏚 [242, 1517, 312, 1581]
packers-label: packers & movers [193, 2083, 300, 2127]
age-field[interactable]: ବୟସ: .................................... [13, 198, 185, 212]
healthcare-ad: Herbal body massage, relax, back joint pain treatment- 400/- 9114225221. D-61448 [382, 1298, 558, 1364]
zodiac-text: ଆଜିର ଦିନ ଆପଣଙ୍କ ପାଇଁ ଶୁଭ। ବନ୍ଧୁ, ପରିବାରବର୍ଗଙ୍କ ସହ ଆନନ୍ଦରେ କଟାଇବେ। ଉପାର୍ଜନ ବୃଦ୍ଧି ହେବ। କାର୍ଯ୍ୟକ୍ଷେତ୍ରରେ ସମ୍ମାନ ମିଳିବ। ଗୃହ ଉପଯୋଗୀ ଦ୍ରବ୍ୟ କ୍ରୟ କରିବେ। ଶତ୍ରୁ ପରାସ୍ତ ହେବେ। ରାଜନୀତି ଓ ସାମାଜିକ କାର୍ଯ୍ୟରେ ପ୍ରଶଂସିତ ହେବେ। [1222, 221, 1494, 335]
real-estate-ad: ଭୁବନେଶ୍ୱର ପାଖରେ NH-5 ରୁ 50mtr ଦୂରରେ BDA yellowzone plot ମିଳୁଛି। 8338932027. D-62654 [6, 1536, 180, 1598]
obituary-4-heading: ତୃତୀୟ ଶ୍ରାଦ୍ଧବାର୍ଷିକୀ [756, 1834, 926, 1855]
dateline: ଭୁବନେଶ୍ୱର, ଗୁରୁବାର, ୩୧ ମେ, ୨୦୧୮ [12, 66, 214, 81]
real-estate-ad: BDA ଅନୁମୋଦିତ South city ନିର୍ମିତ ବୃହତ୍ IIT ଲାଗି ବାସୋପଯୋଗୀ ପ୍ଲଟ ବିକ୍ରି। Ramakanta: 9438361586, 7894296676. D-62635 [6, 1437, 180, 1534]
separator-dot: ● [1313, 463, 1325, 478]
person-icon: 👧 [786, 181, 824, 217]
classified-banner [4, 710, 564, 820]
flower-icon: 💐 [869, 159, 919, 205]
obituary-4-photo [772, 1868, 910, 2038]
automobile-label: automobile [17, 946, 169, 975]
zodiac-name: ବିଛା [1144, 1027, 1214, 1049]
bride-ad: B.Tech Handsome Brahmin groom 30/ 5'9" searching bride. 8480611745, 8338083380. D-62561 [6, 458, 180, 549]
zodiac-aquarius [1144, 1345, 1494, 1427]
section-title: ରାଜ୍ୟ [1275, 11, 1382, 65]
birthday-form-title: ଜନ୍ମଦିନର ଶୁଭେଚ୍ଛା [9, 134, 219, 170]
zodiac-cancer [1144, 603, 1494, 685]
child-photo [765, 152, 845, 246]
matrimonial-col3 [380, 424, 560, 700]
obituary-1 [577, 1379, 745, 1825]
